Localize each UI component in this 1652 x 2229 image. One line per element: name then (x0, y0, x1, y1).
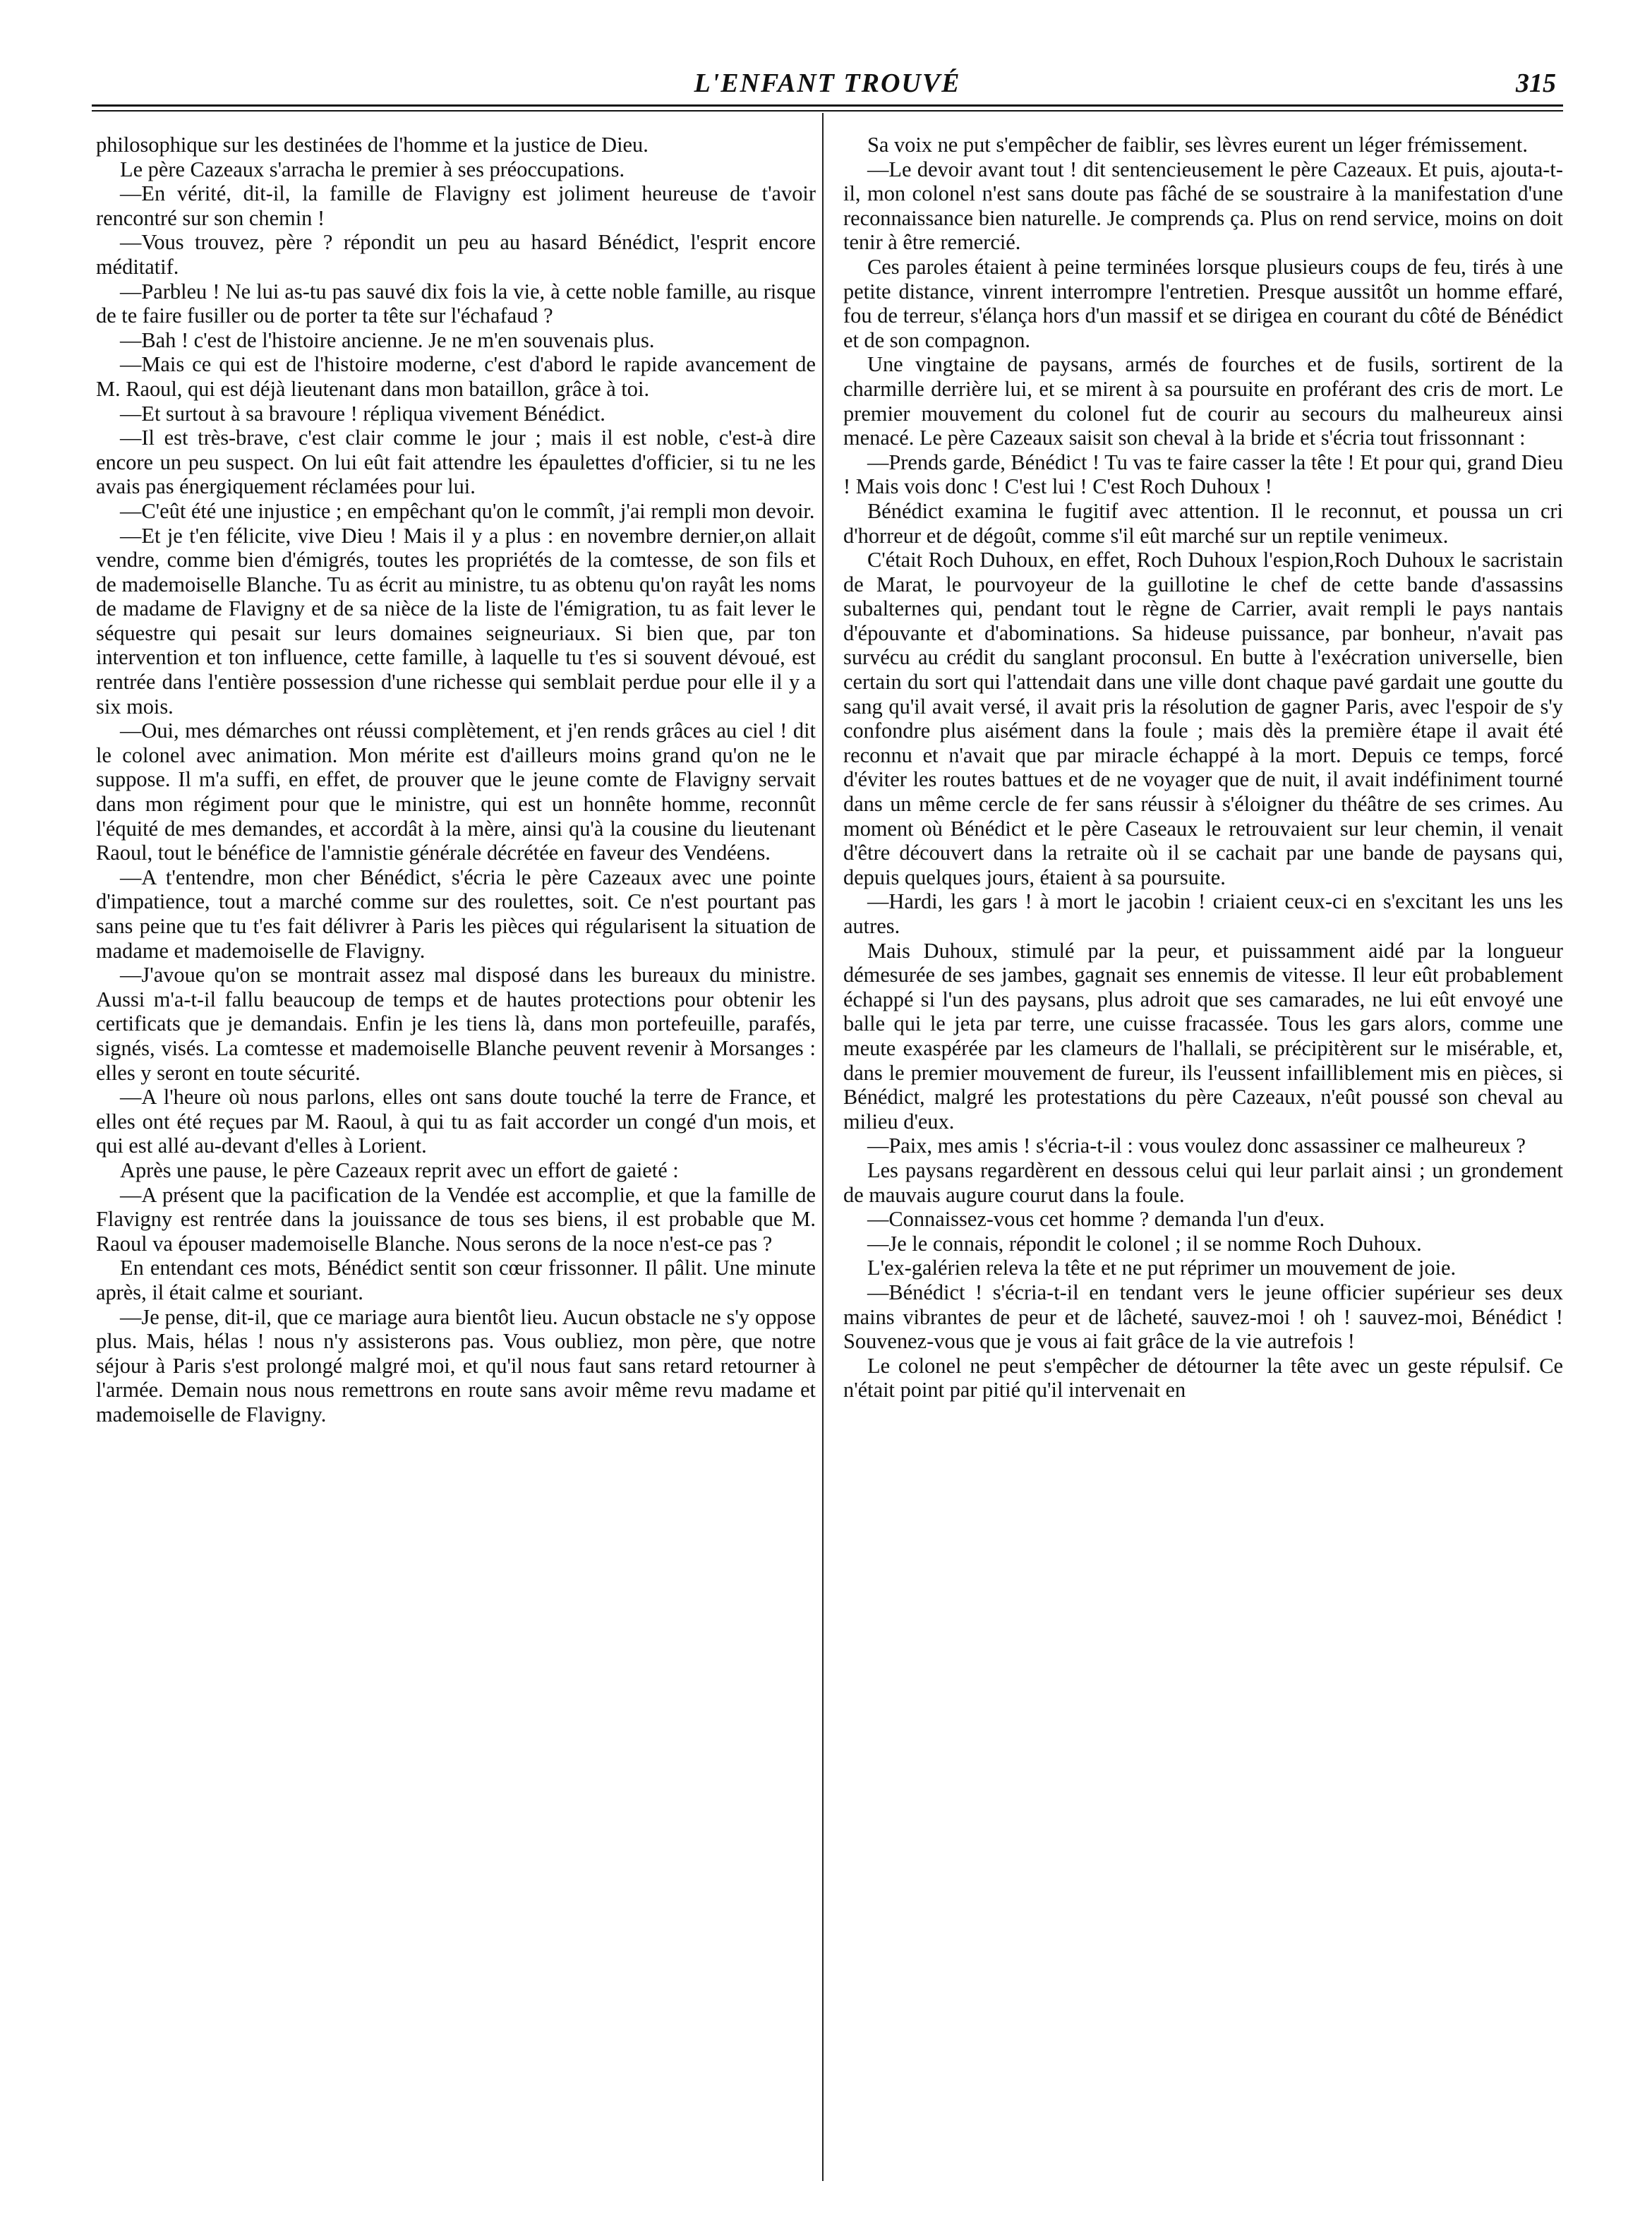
paragraph: En entendant ces mots, Bénédict sentit son cœur frissonner. Il pâlit. Une minute après, il était calme et souriant. (96, 1256, 816, 1304)
header-rule (92, 104, 1563, 107)
paragraph: Mais Duhoux, stimulé par la peur, et puissamment aidé par la longueur démesurée de ses jambes, gagnait ses ennemis de vitesse. Il leur eût probablement échappé si l'un des paysans, plus adroit que ses camarades, ne lui eût envoyé une balle qui le jeta par terre, une cuisse fracassée. Tous les gars alors, comme une meute exaspérée par les clameurs de l'hallali, se précipitèrent sur le misérable, et, dans le premier mouvement de fureur, ils l'eussent infailliblement mis en pièces, si Bénédict, malgré les protestations du père Cazeaux, n'eût poussé son cheval au milieu d'eux. (843, 938, 1563, 1134)
paragraph: —Mais ce qui est de l'histoire moderne, c'est d'abord le rapide avancement de M. Raoul, qui est déjà lieutenant dans mon bataillon, grâce à toi. (96, 352, 816, 401)
left-column (96, 133, 816, 1426)
paragraph: —Prends garde, Bénédict ! Tu vas te faire casser la tête ! Et pour qui, grand Dieu ! Mais vois donc ! C'est lui ! C'est Roch Duhoux ! (843, 450, 1563, 499)
paragraph: —Oui, mes démarches ont réussi complètement, et j'en rends grâces au ciel ! dit le colonel avec animation. Mon mérite est d'ailleurs moins grand qu'on ne le suppose. Il m'a suffi, en effet, de prouver que le jeune comte de Flavigny servait dans mon régiment pour que le ministre, qui est un honnête homme, reconnût l'équité de mes demandes, et accordât à la mère, ainsi qu'à la cousine du lieutenant Raoul, tout le bénéfice de l'amnistie générale décrétée en faveur des Vendéens. (96, 719, 816, 865)
paragraph: —A présent que la pacification de la Vendée est accomplie, et que la famille de Flavigny est rentrée dans la jouissance de tous ses biens, il est probable que M. Raoul va épouser mademoiselle Blanche. Nous serons de la noce n'est-ce pas ? (96, 1182, 816, 1256)
paragraph: —Je pense, dit-il, que ce mariage aura bientôt lieu. Aucun obstacle ne s'y oppose plus. Mais, hélas ! nous n'y assisterons pas. Vous oubliez, mon père, que notre séjour à Paris s'est prolongé malgré moi, et qu'il nous faut sans retard retourner à l'armée. Demain nous nous remettrons en route sans avoir même revu madame et mademoiselle de Flavigny. (96, 1304, 816, 1426)
page-header (92, 65, 1563, 100)
paragraph: —A l'heure où nous parlons, elles ont sans doute touché la terre de France, et elles ont été reçues par M. Raoul, à qui tu as fait accorder un congé d'un mois, et qui est allé au-devant d'elles à Lorient. (96, 1085, 816, 1158)
page-number: 315 (1516, 68, 1556, 98)
paragraph: —A t'entendre, mon cher Bénédict, s'écria le père Cazeaux avec une pointe d'impatience, tout a marché comme sur des roulettes, soit. Ce n'est pourtant pas sans peine que tu t'es fait délivrer à Paris les pièces qui régularisent la situation de madame et mademoiselle de Flavigny. (96, 865, 816, 963)
column-divider (822, 113, 824, 2181)
paragraph: Après une pause, le père Cazeaux reprit avec un effort de gaieté : (120, 1158, 679, 1182)
paragraph: —En vérité, dit-il, la famille de Flavigny est joliment heureuse de t'avoir rencontré sur son chemin ! (96, 181, 816, 230)
paragraph: —J'avoue qu'on se montrait assez mal disposé dans les bureaux du ministre. Aussi m'a-t-il fallu beaucoup de temps et de hautes protections pour obtenir les certificats que je demandais. Enfin je les tiens là, dans mon portefeuille, parafés, signés, visés. La comtesse et mademoiselle Blanche peuvent revenir à Morsanges : elles y seront en toute sécurité. (96, 963, 816, 1085)
paragraph: philosophique sur les destinées de l'homme et la justice de Dieu. (96, 133, 649, 157)
paragraph: Bénédict examina le fugitif avec attention. Il le reconnut, et poussa un cri d'horreur et de dégoût, comme s'il eût marché sur un reptile venimeux. (843, 498, 1563, 548)
paragraph: Une vingtaine de paysans, armés de fourches et de fusils, sortirent de la charmille derrière lui, et se mirent à sa poursuite en proférant des cris de mort. Le premier mouvement du colonel fut de courir au secours du malheureux ainsi menacé. Le père Cazeaux saisit son cheval à la bride et s'écria tout frissonnant : (843, 352, 1563, 450)
running-title: L'ENFANT TROUVÉ (694, 68, 961, 98)
paragraph: Le père Cazeaux s'arracha le premier à ses préoccupations. (120, 157, 625, 181)
paragraph: —Hardi, les gars ! à mort le jacobin ! criaient ceux-ci en s'excitant les uns les autres. (843, 889, 1563, 938)
paragraph: —Le devoir avant tout ! dit sentencieusement le père Cazeaux. Et puis, ajouta-t-il, mon colonel n'est sans doute pas fâché de se soustraire à la manifestation d'une reconnaissance bien naturelle. Je comprends ça. Plus on rend service, moins on doit tenir à être remercié. (843, 157, 1563, 255)
paragraph: Le colonel ne peut s'empêcher de détourner la tête avec un geste répulsif. Ce n'était point par pitié qu'il intervenait en (843, 1353, 1563, 1402)
paragraph: Ces paroles étaient à peine terminées lorsque plusieurs coups de feu, tirés à une petite distance, vinrent interrompre l'entretien. Presque aussitôt un homme effaré, fou de terreur, s'élança hors d'un massif et se dirigea en courant du côté de Bénédict et de son compagnon. (843, 254, 1563, 352)
paragraph: —Vous trouvez, père ? répondit un peu au hasard Bénédict, l'esprit encore méditatif. (96, 230, 816, 279)
paragraph: L'ex-galérien releva la tête et ne put réprimer un mouvement de joie. (867, 1256, 1457, 1280)
paragraph: —Il est très-brave, c'est clair comme le jour ; mais il est noble, c'est-à dire encore un peu suspect. On lui eût fait attendre les épaulettes d'officier, si tu ne les avais pas énergiquement réclamées pour lui. (96, 426, 816, 499)
paragraph: —Bah ! c'est de l'histoire ancienne. Je ne m'en souvenais plus. (120, 328, 655, 352)
paragraph: Sa voix ne put s'empêcher de faiblir, ses lèvres eurent un léger frémissement. (867, 133, 1528, 157)
paragraph: —Connaissez-vous cet homme ? demanda l'un d'eux. (867, 1207, 1325, 1232)
paragraph: C'était Roch Duhoux, en effet, Roch Duhoux l'espion,Roch Duhoux le sacristain de Marat, le pourvoyeur de la guillotine le chef de cette bande d'assassins subalternes qui, pendant tout le règne de Carrier, avait rempli le pays nantais d'épouvante et d'abominations. Sa hideuse puissance, par bonheur, n'avait pas survécu au crédit du sanglant proconsul. En butte à l'exécration universelle, bien certain du sort qui l'attendait dans une ville dont chaque pavé gardait une goutte du sang qu'il avait versé, il avait pris la résolution de gagner Paris, avec l'espoir de s'y confondre plus aisément dans la foule ; mais dès la première étape il avait été reconnu et n'avait que par miracle échappé à la mort. Depuis ce temps, forcé d'éviter les routes battues et de ne voyager que de nuit, il avait indéfiniment tourné dans un même cercle de fer sans réussir à s'éloigner du théâtre de ses crimes. Au moment où Bénédict et le père Caseaux le retrouvaient sur leur chemin, il venait d'être découvert dans la retraite où il se cachait par une bande de paysans qui, depuis quelques jours, étaient à sa poursuite. (843, 548, 1563, 889)
paragraph: —Et surtout à sa bravoure ! répliqua vivement Bénédict. (120, 401, 605, 426)
right-column (843, 133, 1563, 1402)
paragraph: —Paix, mes amis ! s'écria-t-il : vous voulez donc assassiner ce malheureux ? (867, 1134, 1526, 1158)
paragraph: —C'eût été une injustice ; en empêchant qu'on le commît, j'ai rempli mon devoir. (120, 498, 815, 523)
paragraph: —Parbleu ! Ne lui as-tu pas sauvé dix fois la vie, à cette noble famille, au risque de te faire fusiller ou de porter ta tête sur l'échafaud ? (96, 279, 816, 328)
paragraph: Les paysans regardèrent en dessous celui qui leur parlait ainsi ; un grondement de mauvais augure courut dans la foule. (843, 1158, 1563, 1207)
paragraph: —Et je t'en félicite, vive Dieu ! Mais il y a plus : en novembre dernier,on allait vendre, comme bien d'émigrés, toutes les propriétés de la comtesse, de son fils et de mademoiselle Blanche. Tu as écrit au ministre, tu as obtenu qu'on rayât les noms de madame de Flavigny et de sa nièce de la liste de l'émigration, tu as fait lever le séquestre qui pesait sur leurs domaines seigneuriaux. Si bien que, par ton intervention et ton influence, cette famille, à laquelle tu t'es si souvent dévoué, est rentrée dans l'entière possession d'une richesse qui semblait perdue pour elle il y a six mois. (96, 523, 816, 719)
paragraph: —Bénédict ! s'écria-t-il en tendant vers le jeune officier supérieur ses deux mains vibrantes de peur et de lâcheté, sauvez-moi ! oh ! sauvez-moi, Bénédict ! Souvenez-vous que je vous ai fait grâce de la vie autrefois ! (843, 1280, 1563, 1354)
paragraph: —Je le connais, répondit le colonel ; il se nomme Roch Duhoux. (867, 1231, 1422, 1256)
header-rule-thin (92, 110, 1563, 112)
